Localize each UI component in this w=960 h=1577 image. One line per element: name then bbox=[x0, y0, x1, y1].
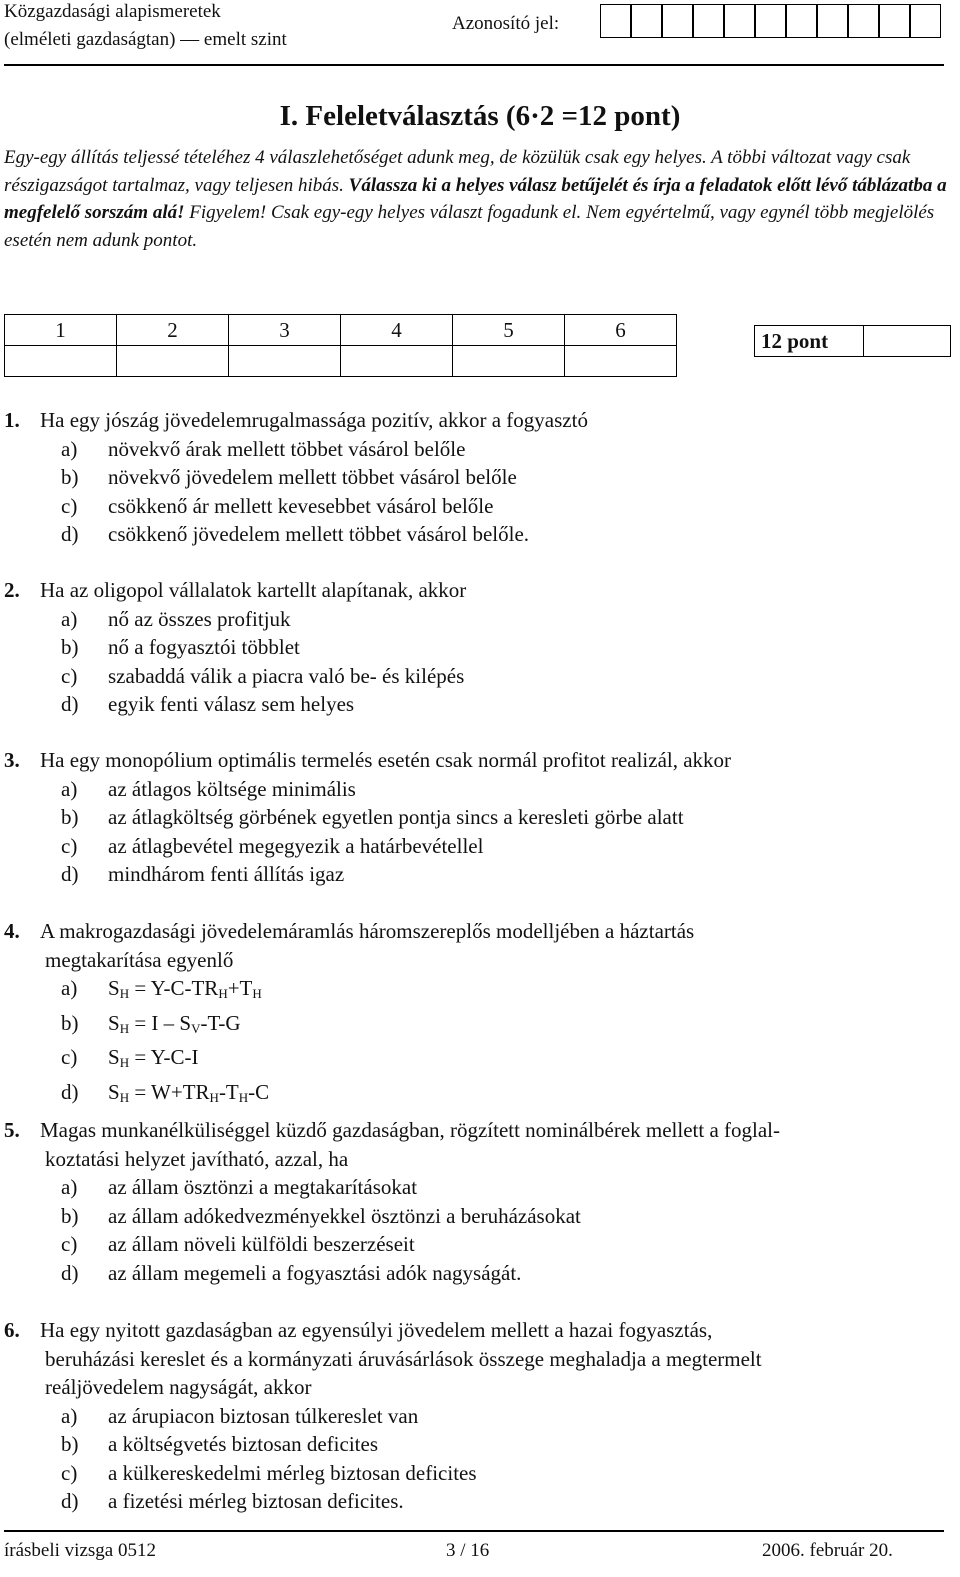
footer-exam-code: írásbeli vizsga 0512 bbox=[4, 1540, 156, 1561]
instructions-plain-2: Figyelem! Csak egy-egy helyes választ fogadunk el. Nem egyértelmű, vagy egynél több megjelölés esetén nem adunk pontot. bbox=[4, 202, 935, 251]
option-text: növekvő jövedelem mellett többet vásárol belőle bbox=[108, 465, 517, 489]
option-b bbox=[4, 1202, 950, 1231]
section-title: I. Feleletválasztás (6·2 =12 pont) bbox=[279, 100, 681, 132]
question-number: 5. bbox=[4, 1118, 20, 1142]
option-letter: c) bbox=[61, 833, 78, 858]
option-d bbox=[4, 690, 950, 719]
option-letter: a) bbox=[61, 606, 78, 631]
option-letter: b) bbox=[61, 1203, 79, 1228]
option-text: növekvő árak mellett többet vásárol belőle bbox=[108, 436, 466, 461]
option-text: az átlagos költsége minimális bbox=[108, 776, 356, 801]
option-b bbox=[4, 1009, 950, 1044]
question-text: Ha egy jószág jövedelemrugalmassága pozitív, akkor a fogyasztó bbox=[40, 408, 588, 432]
question-text: Ha egy monopólium optimális termelés esetén csak normál profitot realizál, akkor bbox=[40, 748, 732, 772]
option-c bbox=[4, 662, 950, 691]
id-box[interactable] bbox=[879, 4, 910, 38]
answer-cell-4[interactable] bbox=[341, 346, 453, 377]
footer-page-number: 3 / 16 bbox=[446, 1540, 490, 1561]
option-letter: d) bbox=[61, 522, 79, 546]
option-letter: d) bbox=[61, 1489, 79, 1513]
option-text: nő az összes profitjuk bbox=[108, 606, 291, 631]
option-letter: b) bbox=[61, 635, 79, 659]
option-a bbox=[4, 605, 950, 634]
question-text-continued: megtakarítása egyenlő bbox=[45, 947, 234, 972]
option-letter: a) bbox=[61, 1175, 78, 1199]
instructions bbox=[4, 144, 950, 254]
option-text: az átlagbevétel megegyezik a határbevétellel bbox=[108, 833, 484, 858]
option-text: az árupiacon biztosan túlkereslet van bbox=[108, 1403, 419, 1428]
option-letter: b) bbox=[61, 805, 79, 829]
question-text: A makrogazdasági jövedelemáramlás háromszereplős modelljében a háztartás bbox=[40, 919, 695, 943]
question-number: 4. bbox=[4, 919, 20, 943]
score-input[interactable] bbox=[864, 326, 951, 357]
question-text: Magas munkanélküliséggel küzdő gazdaságban, rögzített nominálbérek mellett a foglal- bbox=[40, 1118, 781, 1142]
option-c bbox=[4, 492, 950, 521]
question-3 bbox=[4, 746, 950, 889]
option-letter: b) bbox=[61, 1432, 79, 1456]
option-text: nő a fogyasztói többlet bbox=[108, 635, 300, 659]
option-text: az állam ösztönzi a megtakarításokat bbox=[108, 1175, 418, 1199]
id-box[interactable] bbox=[848, 4, 879, 38]
option-text: csökkenő jövedelem mellett többet vásárol belőle. bbox=[108, 522, 530, 546]
answer-cell-5[interactable] bbox=[453, 346, 565, 377]
question-number: 2. bbox=[4, 578, 20, 602]
option-a bbox=[4, 1173, 950, 1202]
option-letter: c) bbox=[61, 663, 78, 688]
option-d bbox=[4, 1487, 950, 1516]
option-text: $S_H = Y-C-TR_H+T_H$ bbox=[108, 976, 262, 1001]
answer-header-4: 4 bbox=[341, 315, 453, 346]
option-text: $S_H = W+TR_H-T_H-C$ bbox=[108, 1079, 270, 1105]
answer-cell-3[interactable] bbox=[229, 346, 341, 377]
option-b bbox=[4, 803, 950, 832]
question-text-continued: koztatási helyzet javítható, azzal, ha bbox=[45, 1146, 349, 1171]
option-c bbox=[4, 1459, 950, 1488]
option-b bbox=[4, 1430, 950, 1459]
answer-header-2: 2 bbox=[117, 315, 229, 346]
question-6 bbox=[4, 1316, 950, 1516]
answer-cell-6[interactable] bbox=[565, 346, 677, 377]
question-text: Ha az oligopol vállalatok kartellt alapítanak, akkor bbox=[40, 578, 467, 602]
option-text: az átlagköltség görbének egyetlen pontja sincs a keresleti görbe alatt bbox=[108, 805, 684, 829]
question-number: 3. bbox=[4, 748, 20, 772]
option-text: $S_H = I - S_V-T-G$ bbox=[108, 1010, 241, 1036]
option-text: a fizetési mérleg biztosan deficites. bbox=[108, 1489, 404, 1513]
option-a bbox=[4, 435, 950, 464]
option-letter: d) bbox=[61, 1079, 79, 1104]
answer-header-1: 1 bbox=[5, 315, 117, 346]
option-b bbox=[4, 463, 950, 492]
option-letter: d) bbox=[61, 1260, 79, 1285]
answer-table bbox=[4, 314, 677, 377]
id-box[interactable] bbox=[817, 4, 848, 38]
option-a bbox=[4, 974, 950, 1009]
option-b bbox=[4, 633, 950, 662]
id-box[interactable] bbox=[631, 4, 662, 38]
option-text: az állam megemeli a fogyasztási adók nagyságát. bbox=[108, 1260, 522, 1285]
instructions-plain-1: Egy-egy állítás teljessé tételéhez 4 válaszlehetőséget adunk meg, de közülük csak egy helyes. A többi változat vagy csak részigazságot tartalmaz, vagy teljesen hibás. bbox=[4, 147, 911, 196]
question-text-continued: beruházási kereslet és a kormányzati áruvásárlások összege meghaladja a megtermelt bbox=[45, 1346, 762, 1371]
answer-cell-2[interactable] bbox=[117, 346, 229, 377]
header-rule bbox=[4, 64, 944, 66]
id-box[interactable] bbox=[693, 4, 724, 38]
score-label: 12 pont bbox=[755, 326, 864, 357]
option-text: az állam növeli külföldi beszerzéseit bbox=[108, 1232, 415, 1256]
footer-rule bbox=[4, 1530, 944, 1532]
answer-header-5: 5 bbox=[453, 315, 565, 346]
question-text-continued-2: reáljövedelem nagyságát, akkor bbox=[45, 1375, 312, 1399]
option-letter: d) bbox=[61, 862, 79, 886]
option-d bbox=[4, 860, 950, 889]
option-d bbox=[4, 520, 950, 549]
option-letter: c) bbox=[61, 493, 78, 518]
option-letter: c) bbox=[61, 1232, 78, 1256]
answer-header-3: 3 bbox=[229, 315, 341, 346]
id-box[interactable] bbox=[662, 4, 693, 38]
option-letter: c) bbox=[61, 1045, 78, 1069]
question-2 bbox=[4, 576, 950, 719]
option-text: a költségvetés biztosan deficites bbox=[108, 1432, 378, 1456]
option-letter: c) bbox=[61, 1460, 78, 1485]
option-letter: a) bbox=[61, 976, 78, 1000]
id-box[interactable] bbox=[600, 4, 631, 38]
footer-date: 2006. február 20. bbox=[762, 1540, 893, 1561]
option-a bbox=[4, 775, 950, 804]
option-letter: a) bbox=[61, 776, 78, 801]
id-box[interactable] bbox=[724, 4, 755, 38]
score-box bbox=[754, 325, 951, 357]
question-number: 6. bbox=[4, 1318, 20, 1342]
option-letter: b) bbox=[61, 1010, 79, 1035]
option-text: szabaddá válik a piacra való be- és kilépés bbox=[108, 663, 465, 688]
option-c bbox=[4, 832, 950, 861]
answer-cell-1[interactable] bbox=[5, 346, 117, 377]
option-text: a külkereskedelmi mérleg biztosan deficites bbox=[108, 1460, 477, 1485]
option-c bbox=[4, 1230, 950, 1259]
question-1 bbox=[4, 406, 950, 549]
header-subject-line1: Közgazdasági alapismeretek bbox=[4, 1, 221, 22]
option-letter: b) bbox=[61, 465, 79, 489]
option-letter: a) bbox=[61, 1403, 78, 1428]
answer-header-6: 6 bbox=[565, 315, 677, 346]
id-box[interactable] bbox=[786, 4, 817, 38]
option-a bbox=[4, 1402, 950, 1431]
option-text: egyik fenti válasz sem helyes bbox=[108, 692, 355, 716]
question-text: Ha egy nyitott gazdaságban az egyensúlyi jövedelem mellett a hazai fogyasztás, bbox=[40, 1318, 713, 1342]
option-letter: a) bbox=[61, 436, 78, 461]
option-letter: d) bbox=[61, 692, 79, 716]
option-text: $S_H = Y-C-I$ bbox=[108, 1045, 199, 1070]
option-d bbox=[4, 1078, 950, 1113]
option-c bbox=[4, 1043, 950, 1078]
question-4 bbox=[4, 917, 950, 1112]
option-text: az állam adókedvezményekkel ösztönzi a beruházásokat bbox=[108, 1203, 581, 1228]
header-subject-line2: (elméleti gazdaságtan) — emelt szint bbox=[4, 29, 287, 50]
id-label: Azonosító jel: bbox=[452, 13, 560, 34]
question-5 bbox=[4, 1116, 950, 1287]
id-box[interactable] bbox=[755, 4, 786, 38]
option-text: csökkenő ár mellett kevesebbet vásárol belőle bbox=[108, 493, 494, 518]
option-text: mindhárom fenti állítás igaz bbox=[108, 862, 345, 886]
question-number: 1. bbox=[4, 408, 20, 432]
id-box[interactable] bbox=[910, 4, 941, 38]
instructions-bold: Válassza ki a helyes válasz betűjelét és írja a feladatok előtt lévő táblázatba a megfelelő sorszám alá! bbox=[4, 174, 947, 223]
option-d bbox=[4, 1259, 950, 1288]
